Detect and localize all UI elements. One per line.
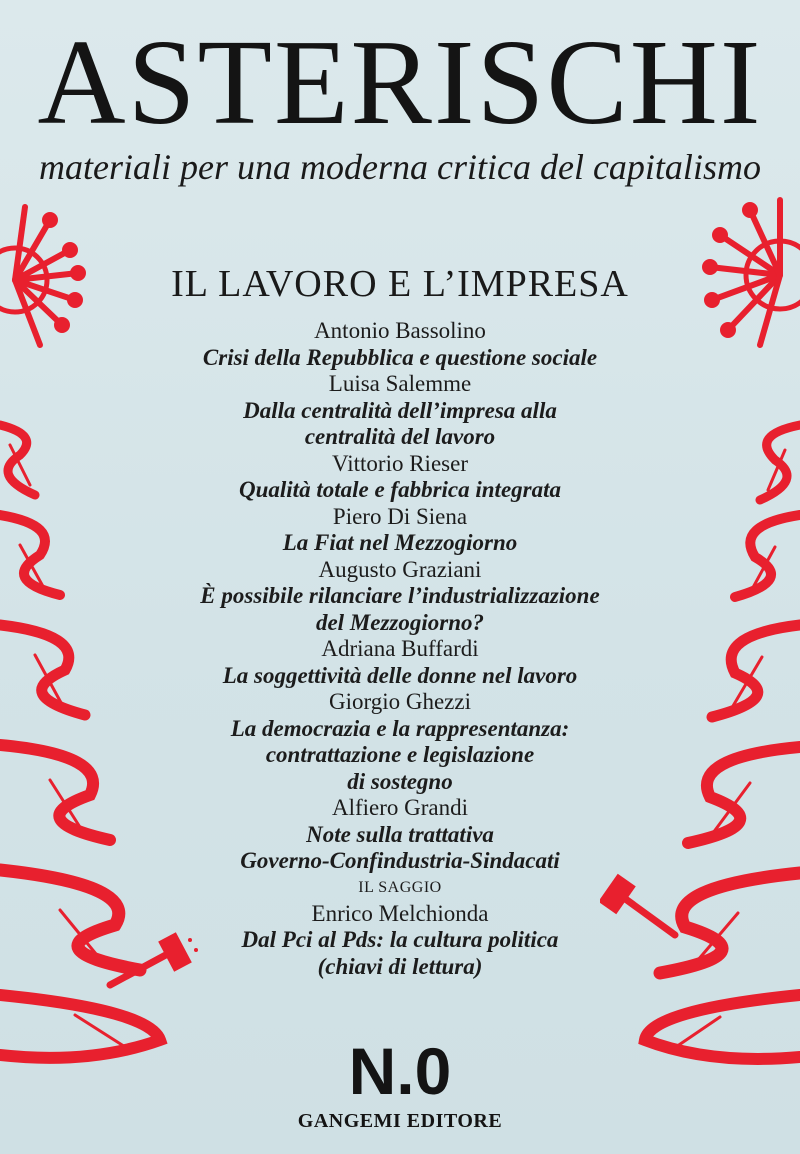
toc-author-line: Antonio Bassolino	[314, 318, 486, 343]
toc-title-line: contrattazione e legislazione	[265, 742, 535, 767]
magazine-masthead: ASTERISCHI	[37, 15, 763, 150]
toc-title-line: del Mezzogiorno?	[315, 609, 485, 635]
toc-title-line: Dal Pci al Pds: la cultura politica	[241, 927, 559, 952]
toc-title-line: La soggettività delle donne nel lavoro	[222, 662, 578, 688]
toc-title-line: di sostegno	[347, 768, 453, 794]
magazine-subtitle: materiali per una moderna critica del capitalismo	[39, 147, 761, 187]
toc-title-line: centralità del lavoro	[304, 424, 496, 449]
toc-author-line: Luisa Salemme	[328, 371, 472, 396]
toc-author-line: Augusto Graziani	[318, 556, 482, 582]
toc-title-line: La democrazia e la rappresentanza:	[230, 715, 570, 741]
toc-title-line: Crisi della Repubblica e questione sociale	[202, 344, 598, 370]
toc-author-line: Vittorio Rieser	[332, 450, 468, 476]
issue-number: N.0	[348, 1034, 452, 1108]
toc-author-line: Enrico Melchionda	[311, 900, 489, 926]
issue-theme-title: IL LAVORO E L’IMPRESA	[171, 263, 629, 305]
toc-author-line: Alfiero Grandi	[331, 795, 469, 820]
table-of-contents	[150, 318, 650, 980]
toc-title-line: Dalla centralità dell’impresa alla	[243, 397, 557, 423]
toc-title-line: Note sulla trattativa	[306, 821, 494, 847]
toc-title-line: Governo-Confindustria-Sindacati	[240, 848, 560, 873]
toc-subhead-line: IL SAGGIO	[358, 878, 442, 896]
toc-author-line: Giorgio Ghezzi	[328, 689, 471, 714]
toc-title-line: È possibile rilanciare l’industrializzazione	[200, 583, 600, 608]
toc-title-line: La Fiat nel Mezzogiorno	[282, 530, 518, 555]
publisher-name: GANGEMI EDITORE	[297, 1110, 503, 1132]
toc-author-line: Piero Di Siena	[332, 503, 468, 529]
toc-title-line: Qualità totale e fabbrica integrata	[239, 477, 561, 502]
toc-author-line: Adriana Buffardi	[321, 636, 479, 661]
toc-title-line: (chiavi di lettura)	[317, 953, 483, 979]
